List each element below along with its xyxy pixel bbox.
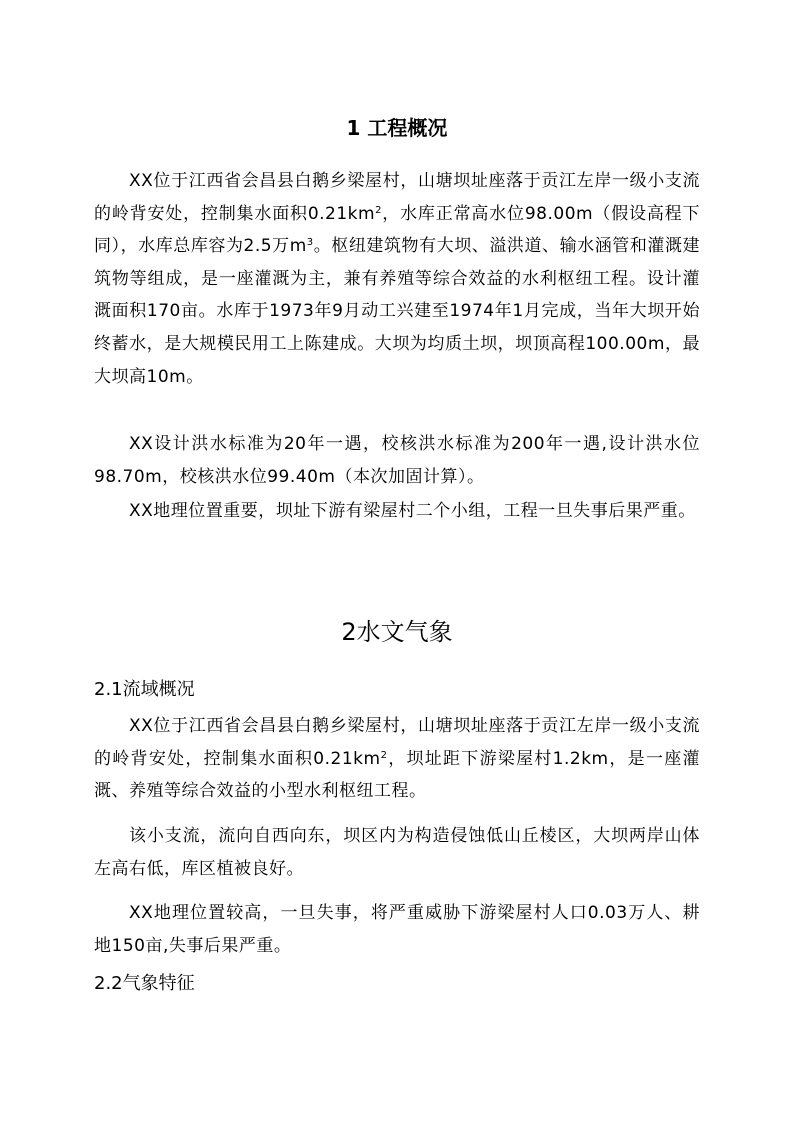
section-1-title: 1 工程概况 bbox=[346, 116, 448, 140]
subsection-2-1-paragraph-1 bbox=[94, 710, 700, 808]
subsection-2-1-title: 2.1流域概况 bbox=[94, 679, 195, 700]
superscript: 3 bbox=[306, 237, 314, 249]
superscript: 2 bbox=[375, 204, 382, 216]
text-run: 。枢纽建筑物有大坝、溢洪道、输水涵管和灌溉建筑物等组成，是一座灌溉为主，兼有养殖等综合效益的水利枢纽工程。设计灌溉面积170亩。水库于1973年9月动工兴建至1974年1月完成，当年大坝开始终蓄水，是大规模民用工上陈建成。大坝为均质土坝，坝顶高程100.00m，最大坝高10m。 bbox=[94, 236, 700, 387]
text-run: ，坝址距下游梁屋村1.2km，是一座灌溉、养殖等综合效益的小型水利枢纽工程。 bbox=[94, 748, 700, 802]
text-run: XX位于江西省会昌县白鹅乡梁屋村，山塘坝址座落于贡江左岸一级小支流的岭背安处，控制集水面积0.21km bbox=[94, 171, 700, 224]
subsection-2-1-paragraph-3: XX地理位置较高，一旦失事，将严重威胁下游梁屋村人口0.03万人、耕地150亩,失事后果严重。 bbox=[94, 903, 700, 956]
text-run: ，水库正常高水位98.00m（假设高程下同），水库总库容为2.5万m bbox=[94, 203, 700, 257]
section-1-paragraph-1 bbox=[94, 165, 700, 393]
section-1-paragraph-2: XX设计洪水标准为20年一遇，校核洪水标准为200年一遇,设计洪水位98.70m，校核洪水位99.40m（本次加固计算）。 bbox=[94, 434, 700, 487]
subsection-2-1-paragraph-2: 该小支流，流向自西向东，坝区内为构造侵蚀低山丘棱区，大坝两岸山体左高右低，库区植被良好。 bbox=[94, 826, 700, 879]
subsection-2-2-title: 2.2气象特征 bbox=[94, 973, 195, 994]
text-run: XX位于江西省会昌县白鹅乡梁屋村，山塘坝址座落于贡江左岸一级小支流的岭背安处，控制集水面积0.21km bbox=[94, 716, 700, 769]
section-1-paragraph-3: XX地理位置重要，坝址下游有梁屋村二个小组，工程一旦失事后果严重。 bbox=[129, 501, 696, 521]
superscript: 2 bbox=[380, 749, 388, 761]
section-2-title: 2水文气象 bbox=[341, 618, 453, 646]
